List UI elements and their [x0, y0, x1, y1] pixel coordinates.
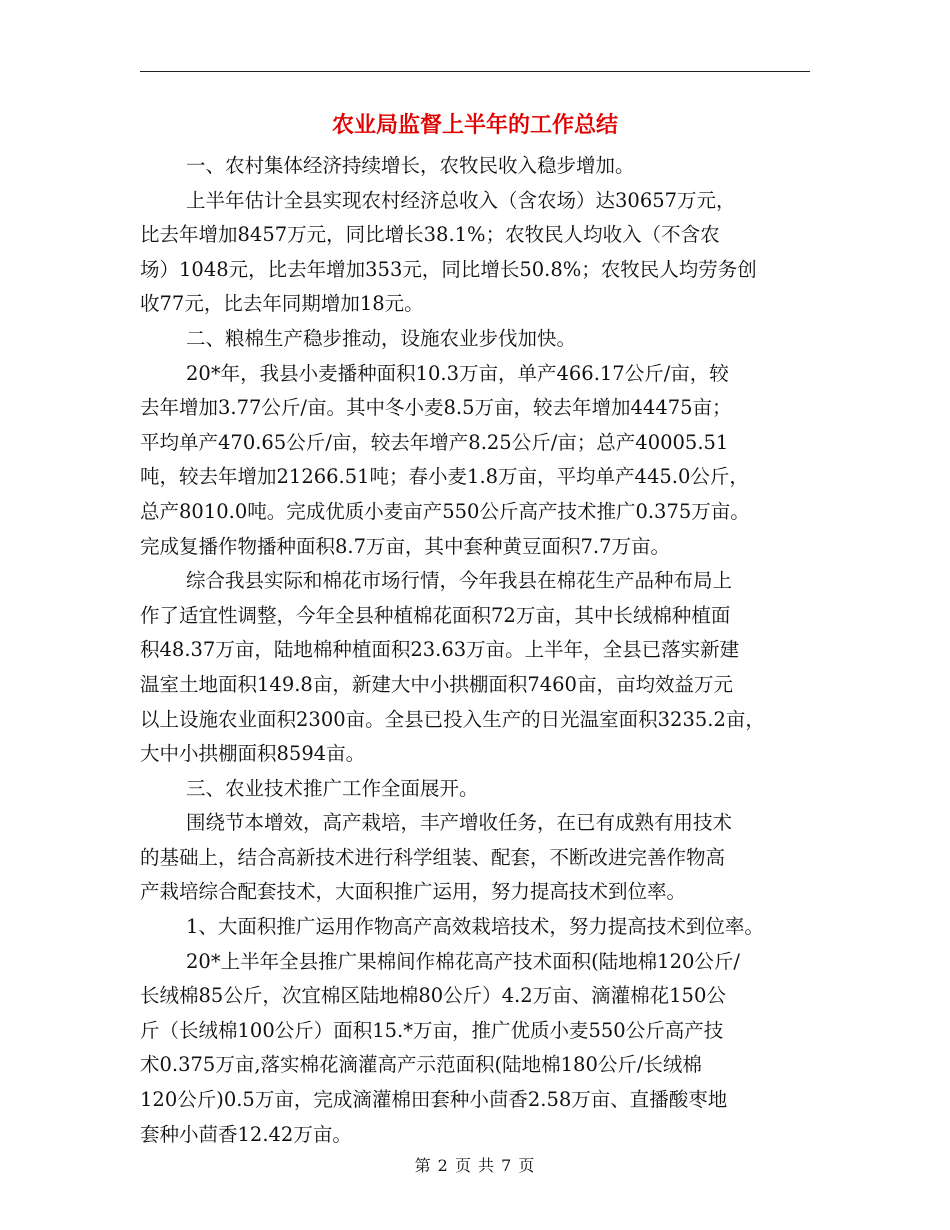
line: 120公斤)0.5万亩，完成滴灌棉田套种小茴香2.58万亩、直播酸枣地 — [140, 1088, 728, 1112]
line: 20*年，我县小麦播种面积10.3万亩，单产466.17公斤/亩，较 — [186, 361, 729, 385]
line: 上半年估计全县实现农村经济总收入（含农场）达30657万元， — [186, 188, 736, 212]
paragraph-3 — [140, 322, 812, 357]
line: 的基础上，结合高新技术进行科学组装、配套，不断改进完善作物高 — [140, 845, 726, 869]
line: 术0.375万亩,落实棉花滴灌高产示范面积(陆地棉180公斤/长绒棉 — [140, 1053, 702, 1077]
line: 去年增加3.77公斤/亩。其中冬小麦8.5万亩，较去年增加44475亩； — [140, 396, 732, 420]
line: 套种小茴香12.42万亩。 — [140, 1122, 352, 1146]
line: 平均单产470.65公斤/亩，较去年增产8.25公斤/亩；总产40005.51 — [140, 430, 729, 454]
paragraph-7 — [140, 806, 812, 910]
header-rule — [140, 71, 810, 72]
paragraph-1 — [140, 149, 812, 184]
line: 完成复播作物播种面积8.7万亩，其中套种黄豆面积7.7万亩。 — [140, 534, 671, 558]
page-footer: 第 2 页 共 7 页 — [414, 1156, 536, 1175]
line: 产栽培综合配套技术，大面积推广运用，努力提高技术到位率。 — [140, 880, 687, 904]
line: 比去年增加8457万元，同比增长38.1%；农牧民人均收入（不含农 — [140, 223, 720, 247]
line: 积48.37万亩，陆地棉种植面积23.63万亩。上半年，全县已落实新建 — [140, 638, 740, 662]
line: 场）1048元，比去年增加353元，同比增长50.8%；农牧民人均劳务创 — [140, 257, 757, 281]
paragraph-5 — [140, 564, 812, 772]
document-title: 农业局监督上半年的工作总结 — [331, 113, 618, 138]
paragraph-2 — [140, 184, 812, 322]
line: 综合我县实际和棉花市场行情，今年我县在棉花生产品种布局上 — [186, 569, 733, 593]
paragraph-6 — [140, 772, 812, 807]
line: 一、农村集体经济持续增长，农牧民收入稳步增加。 — [186, 154, 635, 177]
line: 斤（长绒棉100公斤）面积15.*万亩，推广优质小麦550公斤高产技 — [140, 1018, 724, 1042]
line: 三、农业技术推广工作全面展开。 — [186, 776, 479, 800]
line: 二、粮棉生产稳步推动，设施农业步伐加快。 — [186, 326, 577, 350]
line: 作了适宜性调整，今年全县种植棉花面积72万亩，其中长绒棉种植面 — [140, 603, 731, 627]
paragraph-8 — [140, 910, 812, 945]
line: 大中小拱棚面积8594亩。 — [140, 742, 366, 766]
line: 吨，较去年增加21266.51吨；春小麦1.8万亩，平均单产445.0公斤， — [140, 465, 749, 489]
paragraph-9 — [140, 945, 812, 1153]
line: 收77元，比去年同期增加18元。 — [140, 292, 424, 316]
line: 长绒棉85公斤，次宜棉区陆地棉80公斤）4.2万亩、滴灌棉花150公 — [140, 984, 726, 1008]
line: 以上设施农业面积2300亩。全县已投入生产的日光温室面积3235.2亩， — [140, 707, 765, 731]
line: 总产8010.0吨。完成优质小麦亩产550公斤高产技术推广0.375万亩。 — [140, 499, 750, 523]
line: 20*上半年全县推广果棉间作棉花高产技术面积(陆地棉120公斤/ — [186, 949, 740, 973]
document-body — [140, 149, 812, 1152]
line: 温室土地面积149.8亩，新建大中小拱棚面积7460亩，亩均效益万元 — [140, 672, 733, 696]
line: 围绕节本增效，高产栽培，丰产增收任务，在已有成熟有用技术 — [186, 811, 733, 835]
line: 1、大面积推广运用作物高产高效栽培技术，努力提高技术到位率。 — [186, 915, 764, 939]
paragraph-4 — [140, 357, 812, 565]
